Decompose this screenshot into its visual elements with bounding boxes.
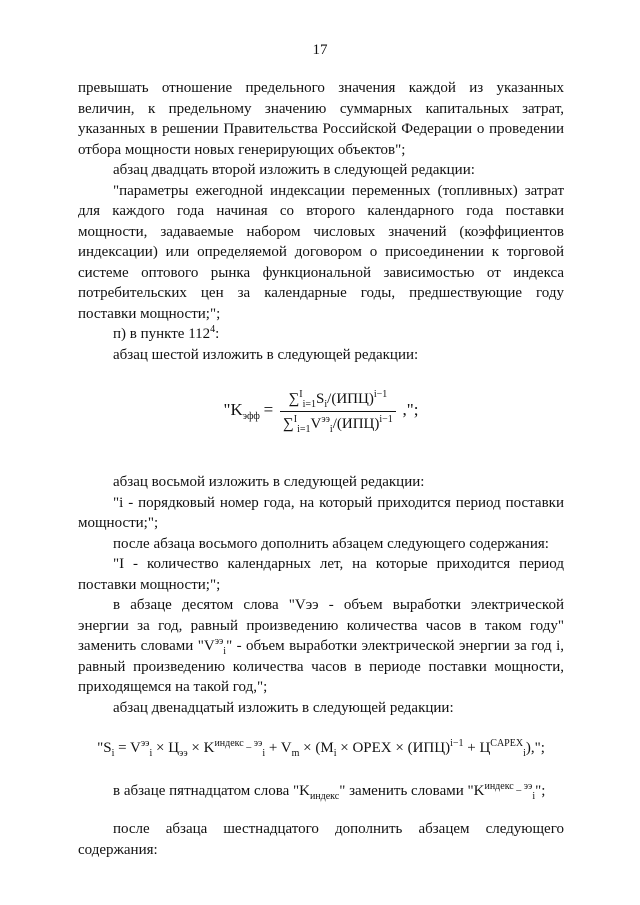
formula-text: = V — [114, 740, 141, 756]
inline-symbol: V — [203, 638, 215, 654]
paragraph-text: " - объем выработки электрической энергии за год i, равный произведению количества часов в периоде поставки мощности, приходящемся на такой год,"; — [78, 638, 565, 695]
paragraph-text: в абзаце пятнадцатом слова " — [113, 782, 300, 799]
formula-s-i — [78, 738, 564, 759]
formula-subscript: эфф — [242, 410, 260, 422]
formula-text: /(ИПЦ) — [327, 391, 374, 407]
formula-text: × Ц — [152, 740, 180, 756]
formula-superscript: i−1 — [373, 389, 388, 400]
formula-superscript: индекс _ ээ — [214, 738, 263, 749]
formula-denominator — [280, 412, 396, 435]
formula-k-eff — [78, 389, 564, 434]
paragraph: после абзаца шестнадцатого дополнить абзацем следующего содержания: — [78, 821, 564, 858]
document-body — [78, 78, 564, 860]
subscript: i — [223, 646, 227, 657]
formula-text: V — [310, 415, 322, 432]
paragraph-text: " заменить словами " — [339, 782, 474, 799]
paragraph — [78, 324, 564, 345]
paragraph — [78, 595, 564, 698]
formula-text: /(ИПЦ) — [332, 415, 380, 432]
formula-text: "S — [97, 740, 112, 756]
sum-symbol: ∑ — [288, 391, 300, 407]
superscript: индекс _ ээ — [484, 780, 533, 792]
paragraph-text: в абзаце десятом слова "Vээ - объем выработки электрической энергии за год, равный произведению количества часов в таком году" заменить словами " — [78, 597, 564, 654]
formula-subscript: i — [523, 748, 526, 759]
paragraph: "параметры ежегодной индексации переменных (топливных) затрат для каждого года начиная со второго календарного года поставки мощности, задаваемые набором числовых значений (коэффициентов индексации) или определяемой договором о присоединении к торговой системе оптового рынка функциональной зависимостью от индекса потребительских цен за календарные годы, предшествующие году поставки мощности;"; — [78, 182, 564, 322]
paragraph: после абзаца восьмого дополнить абзацем следующего содержания: — [113, 535, 549, 552]
formula-superscript: ээ — [140, 738, 150, 749]
paragraph: абзац двадцать второй изложить в следующей редакции: — [113, 162, 475, 178]
inline-symbol: K — [473, 782, 485, 799]
formula-superscript: I — [293, 413, 298, 425]
superscript: 4 — [210, 324, 216, 335]
formula-subscript: i — [262, 748, 266, 759]
superscript: ээ — [214, 636, 224, 647]
formula-subscript: i — [149, 748, 153, 759]
paragraph-text: п) в пункте 112 — [113, 326, 211, 342]
formula-superscript: i−1 — [379, 413, 393, 425]
formula-text: S — [316, 391, 325, 407]
formula-text: ),"; — [525, 740, 545, 756]
sum-symbol: ∑ — [283, 415, 294, 432]
formula-text: K — [230, 399, 243, 419]
paragraph-text: : — [215, 326, 220, 342]
formula-text: + Ц — [463, 740, 491, 756]
paragraph: "I - количество календарных лет, на которые приходится период поставки мощности;"; — [78, 556, 564, 593]
inline-symbol: K — [299, 782, 310, 799]
formula-subscript: ээ — [179, 748, 188, 759]
formula-subscript: i — [324, 399, 328, 410]
formula-fraction — [280, 389, 396, 434]
formula-subscript: m — [291, 748, 300, 759]
formula-text: ,"; — [402, 399, 419, 419]
paragraph: абзац восьмой изложить в следующей редакции: — [113, 474, 425, 490]
formula-superscript: ээ — [321, 413, 330, 425]
formula-text: = — [263, 399, 274, 419]
paragraph — [78, 781, 564, 802]
subscript: индекс — [309, 790, 340, 802]
paragraph: превышать отношение предельного значения каждой из указанных величин, к предельному значению суммарных капитальных затрат, указанных в решении Правительства Российской Федерации о проведении отбора мощности новых генерирующих объектов"; — [78, 80, 564, 158]
formula-subscript: i=1 — [297, 423, 311, 435]
subscript: i — [532, 790, 536, 802]
formula-text: × K — [187, 740, 215, 756]
formula-subscript: i=1 — [302, 399, 317, 410]
formula-text: × (M — [299, 740, 334, 756]
formula-superscript: I — [299, 389, 303, 400]
formula-subscript: i — [333, 748, 337, 759]
paragraph-text: "; — [535, 782, 546, 799]
page-number: 17 — [312, 42, 328, 58]
formula-subscript: i — [111, 748, 115, 759]
formula-superscript: i−1 — [450, 738, 464, 749]
formula-superscript: CAPEX — [490, 738, 524, 749]
paragraph: абзац двенадцатый изложить в следующей редакции: — [113, 699, 454, 716]
formula-subscript: i — [329, 423, 333, 435]
paragraph: абзац шестой изложить в следующей редакции: — [113, 346, 419, 363]
formula-text: " — [223, 399, 231, 419]
formula-text: × OPEX × (ИПЦ) — [336, 740, 451, 756]
paragraph: "i - порядковый номер года, на который приходится период поставки мощности;"; — [78, 494, 564, 531]
formula-numerator — [280, 389, 396, 412]
formula-text: + V — [265, 740, 292, 756]
